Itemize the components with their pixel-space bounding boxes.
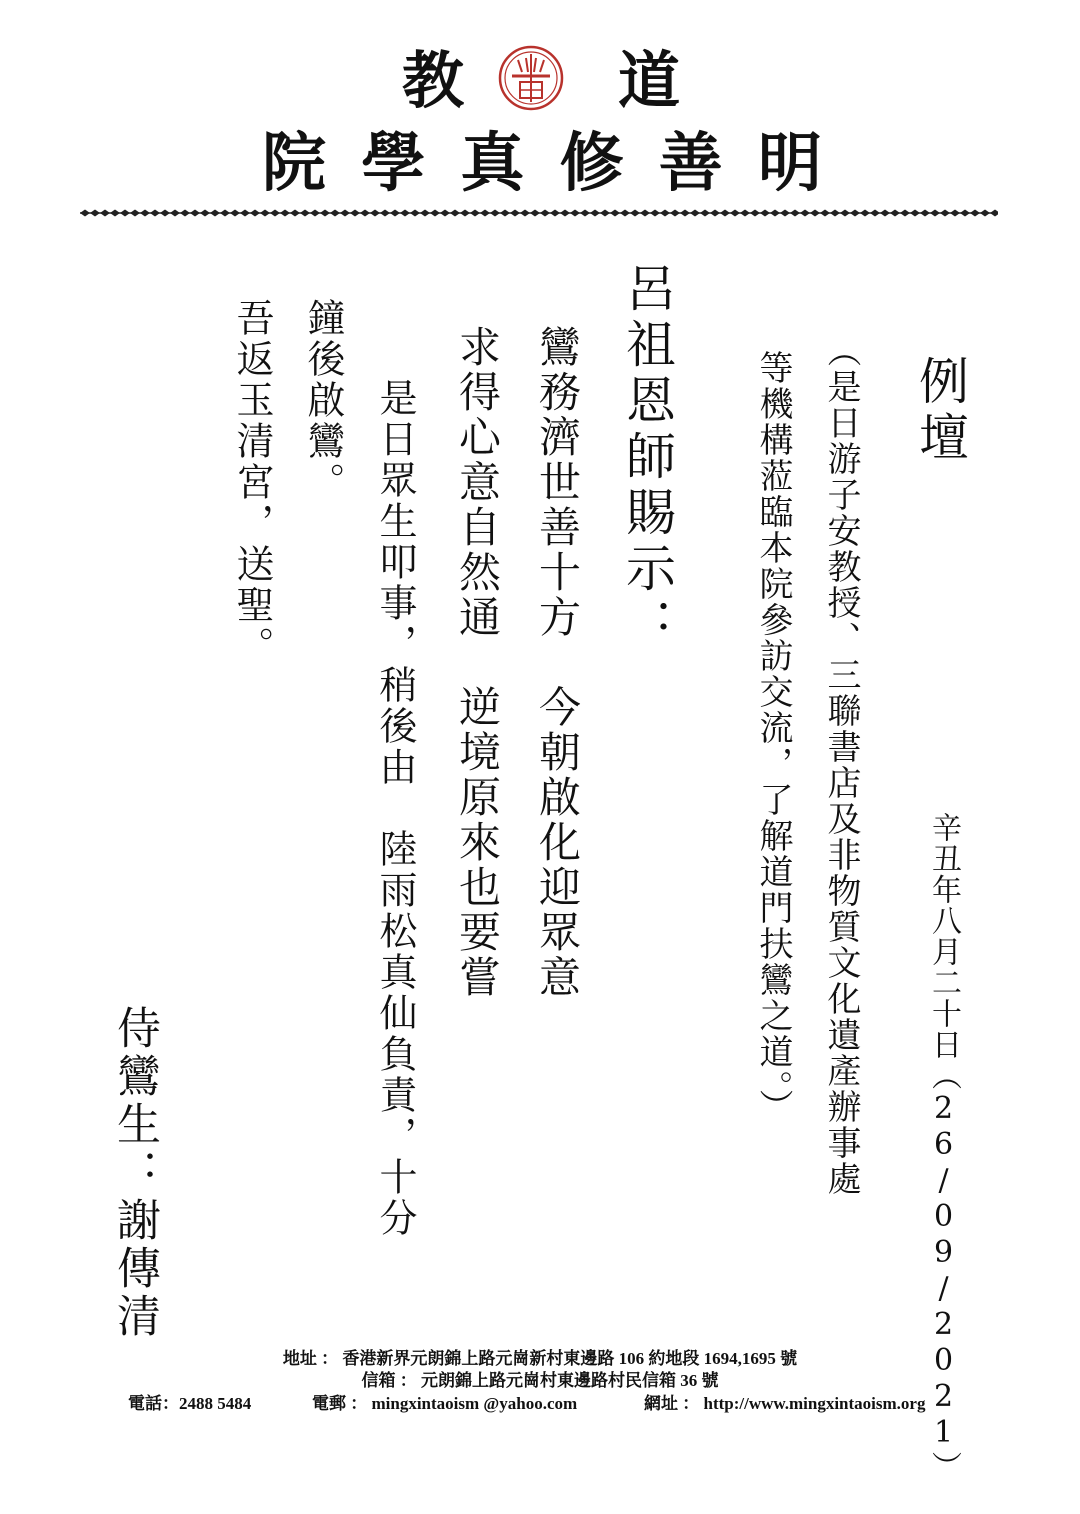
body-line-3: 吾返玉清宮，送聖。 [230, 298, 274, 667]
footer-website[interactable]: 網址 ： http://www.mingxintaoism.org [644, 1394, 926, 1413]
note-line-1: （是日游子安教授、三聯書店及非物質文化遺產辦事處 [821, 333, 861, 1197]
poem-title: 呂祖恩師賜示： [618, 262, 676, 654]
title-char: 院 [262, 126, 326, 201]
title-char: 明 [757, 126, 822, 201]
title-char: 學 [361, 126, 426, 201]
footer-address: 地址 ： 香港新界元朗錦上路元崗新村東邊路 106 約地段 1694,1695 號 [282, 1349, 798, 1368]
footer-email[interactable]: 電郵 ： mingxintaoism @yahoo.com [312, 1394, 578, 1413]
institute-title [262, 126, 822, 201]
body-line-2: 鐘後啟鸞。 [301, 298, 345, 503]
header-char-right: 道 [618, 44, 681, 117]
body-line-1: 是日眾生叩事，稍後由 陸雨松真仙負責，十分 [373, 378, 417, 1239]
seal-logo-icon [498, 40, 564, 116]
note-line-2: 等機構蒞臨本院參訪交流，了解道門扶鸞之道。） [753, 350, 793, 1125]
poem-line-1: 鸞務濟世善十方 今朝啟化迎眾意 [533, 325, 582, 1000]
title-char: 修 [559, 126, 624, 201]
header-char-left: 教 [402, 44, 465, 117]
title-char: 真 [460, 126, 525, 201]
date-line: 辛丑年八月二十日（26/09/2021） [926, 812, 961, 1482]
poem-line-2: 求得心意自然通 逆境原來也要嘗 [453, 325, 502, 1000]
footer-phone: 電話：2488 5484 [128, 1394, 252, 1413]
title-char: 善 [658, 126, 723, 201]
footer-mailbox: 信箱 ： 元朗錦上路元崗村東邊路村民信箱 36 號 [361, 1371, 719, 1390]
signature: 侍鸞生：謝傳清 [109, 1005, 160, 1341]
page-heading: 例壇 [911, 355, 969, 467]
header-divider [80, 206, 998, 220]
